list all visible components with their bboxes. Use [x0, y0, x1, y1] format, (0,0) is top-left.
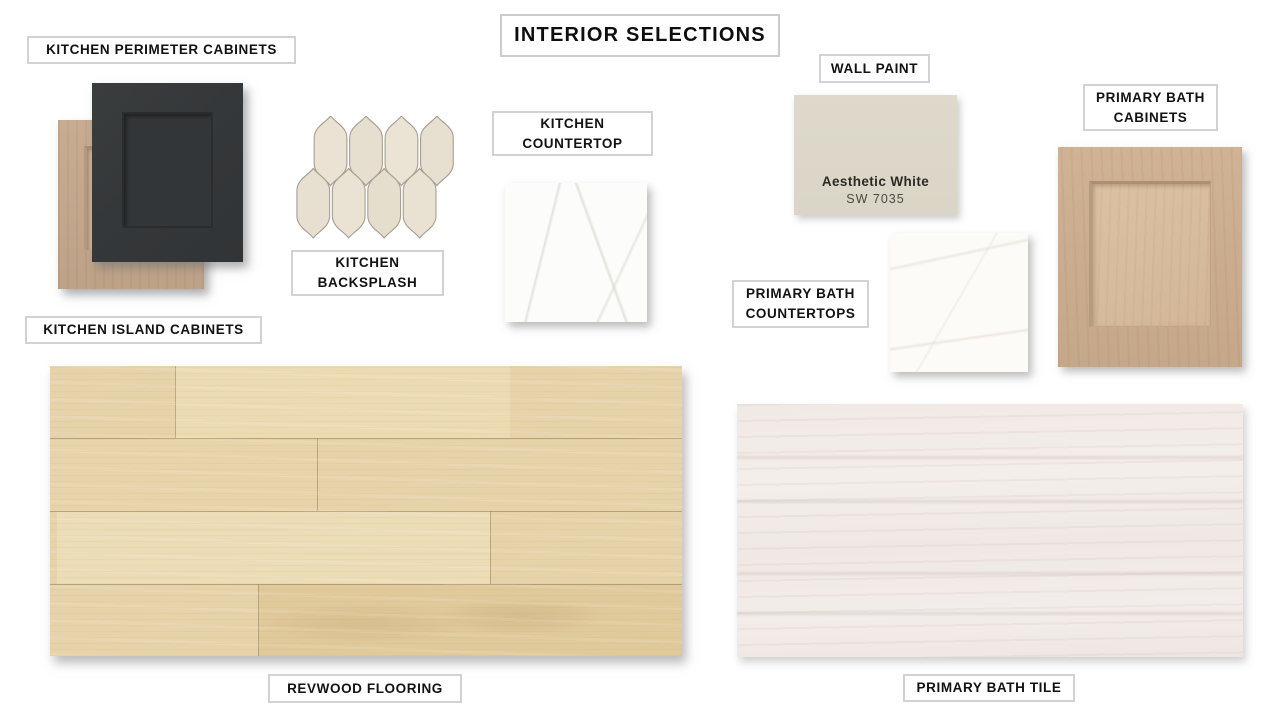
label-kitchen-countertop: KITCHEN COUNTERTOP [492, 111, 653, 156]
cabinet-recessed-panel [1089, 181, 1211, 327]
picket-tile [368, 168, 401, 238]
plank-seam [50, 438, 682, 439]
picket-tile [297, 168, 330, 238]
label-kitchen-perimeter-cabinets: KITCHEN PERIMETER CABINETS [27, 36, 296, 64]
page-title: INTERIOR SELECTIONS [500, 14, 780, 57]
tile-streak [737, 612, 1243, 615]
primary-bath-countertop-sample [890, 233, 1028, 372]
label-wall-paint: WALL PAINT [819, 54, 930, 83]
plank-seam [175, 366, 176, 438]
revwood-flooring-sample [50, 366, 682, 656]
plank-seam [258, 584, 259, 656]
flooring-plank [50, 438, 317, 511]
flooring-plank [57, 511, 490, 584]
label-revwood-flooring: REVWOOD FLOORING [268, 674, 462, 703]
plank-seam [50, 511, 682, 512]
tile-streak [737, 500, 1243, 503]
tile-streak [737, 456, 1243, 459]
plank-seam [317, 438, 318, 511]
cabinet-recessed-panel [122, 112, 213, 228]
flooring-plank [175, 366, 510, 438]
label-primary-bath-tile: PRIMARY BATH TILE [903, 674, 1075, 702]
kitchen-backsplash-sample [296, 116, 456, 239]
label-primary-bath-cabinets: PRIMARY BATH CABINETS [1083, 84, 1218, 131]
label-primary-bath-countertops: PRIMARY BATH COUNTERTOPS [732, 280, 869, 328]
primary-bath-cabinet-sample [1058, 147, 1242, 367]
kitchen-perimeter-cabinet-sample [92, 83, 243, 262]
plank-seam [50, 584, 682, 585]
picket-tile [403, 168, 436, 238]
kitchen-countertop-sample [505, 183, 647, 322]
plank-seam [490, 511, 491, 584]
label-kitchen-backsplash: KITCHEN BACKSPLASH [291, 250, 444, 296]
paint-name: Aesthetic White [821, 174, 930, 189]
picket-tile [332, 168, 365, 238]
wall-paint-chip [794, 95, 957, 215]
flooring-plank [258, 584, 682, 656]
paint-code: SW 7035 [846, 192, 905, 206]
primary-bath-tile-sample [737, 404, 1243, 657]
tile-streak [737, 572, 1243, 575]
label-kitchen-island-cabinets: KITCHEN ISLAND CABINETS [25, 316, 262, 344]
